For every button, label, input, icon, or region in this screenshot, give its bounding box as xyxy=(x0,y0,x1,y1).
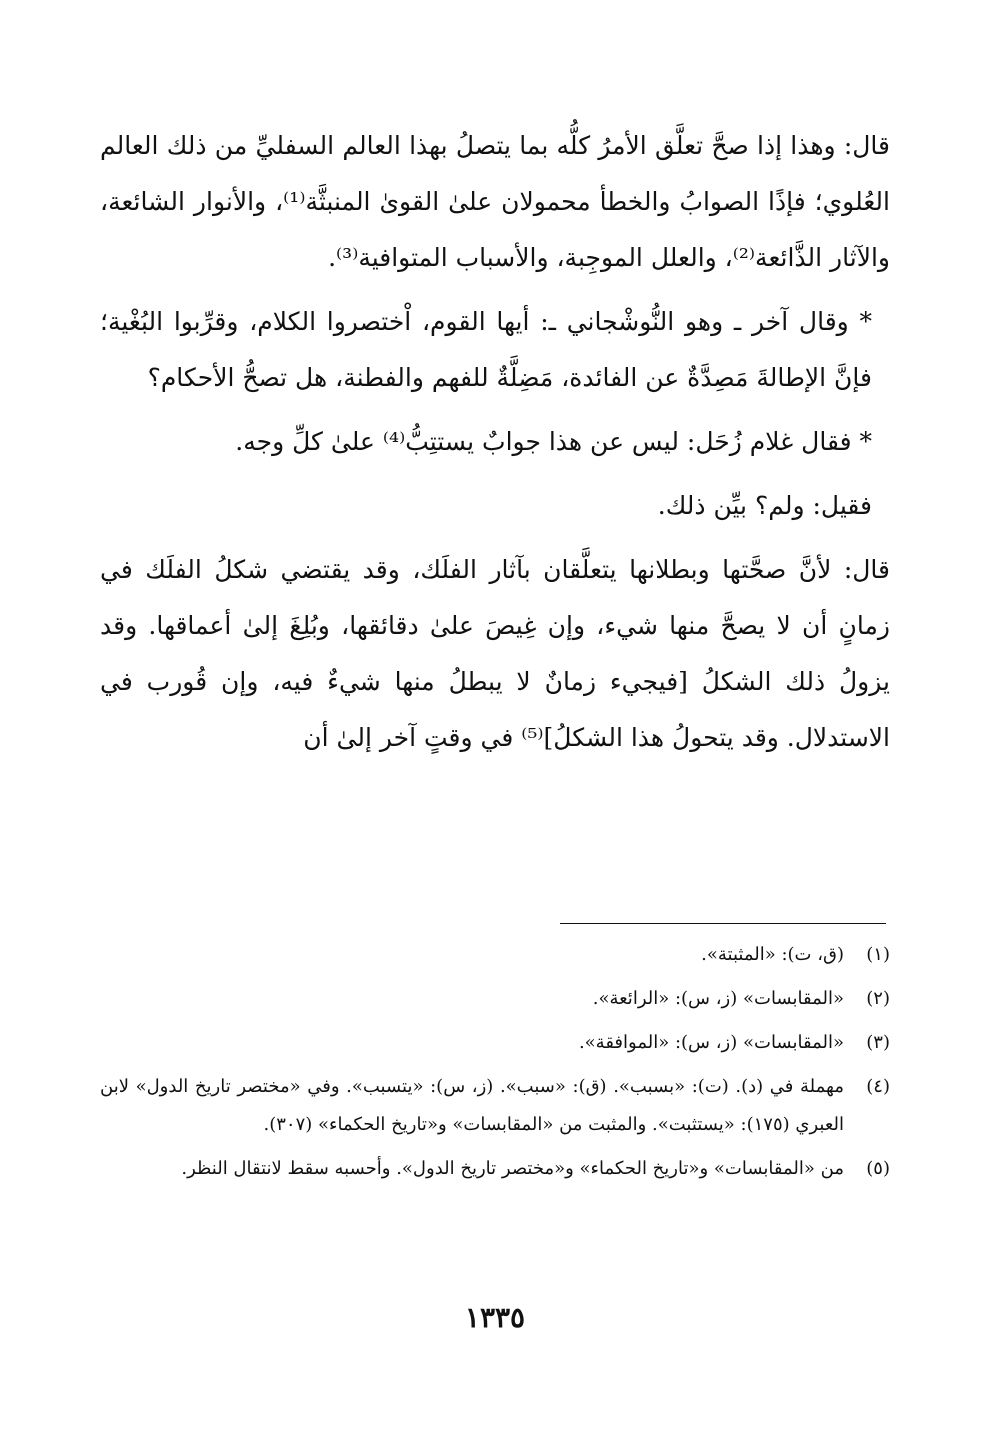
footnote-text: مهملة في (د). (ت): «بسبب». (ق): «سبب». (ز، س): «يتسبب». وفي «مختصر تاريخ الدول» لابن العبري (١٧٥): «يستثبت». والمثبت من «المقابسات» و«تاريخ الحكماء» (٣٠٧). xyxy=(100,1076,844,1135)
footnote-number: (١) xyxy=(866,944,890,965)
paragraph-3: * فقال غلام زُحَل: ليس عن هذا جوابٌ يستتِبُّ⁽⁴⁾ علىٰ كلِّ وجه. xyxy=(235,427,872,456)
footnote-number: (٢) xyxy=(866,988,890,1009)
footnote-number: (٣) xyxy=(866,1032,890,1053)
footnote-4 xyxy=(100,1068,890,1144)
footnote-5 xyxy=(100,1150,890,1188)
main-text xyxy=(100,118,890,774)
footnote-separator xyxy=(560,923,886,924)
footnote-text: «المقابسات» (ز، س): «الرائعة». xyxy=(592,988,844,1009)
footnote-number: (٥) xyxy=(866,1158,890,1179)
paragraph-1: قال: وهذا إذا صحَّ تعلَّق الأمرُ كلُّه بما يتصلُ بهذا العالم السفليِّ من ذلك العالم العُلوي؛ فإذًا الصوابُ والخطأ محمولان علىٰ القوىٰ المنبثَّة⁽¹⁾، والأنوار الشائعة، والآثار الذَّائعة⁽²⁾، والعلل الموجِبة، والأسباب المتوافية⁽³⁾. xyxy=(100,131,890,272)
footnote-text: من «المقابسات» و«تاريخ الحكماء» و«مختصر تاريخ الدول». وأحسبه سقط لانتقال النظر. xyxy=(181,1158,844,1179)
footnote-2 xyxy=(100,980,890,1018)
footnote-3 xyxy=(100,1024,890,1062)
footnote-1 xyxy=(100,936,890,974)
paragraph-5: قال: لأنَّ صحَّتها وبطلانها يتعلَّقان بآثار الفلَك، وقد يقتضي شكلُ الفلَك في زمانٍ أن لا يصحَّ منها شيء، وإن غِيصَ علىٰ دقائقها، وبُلِغَ إلىٰ أعماقها. وقد يزولُ ذلك الشكلُ [فيجيء زمانٌ لا يبطلُ منها شيءٌ فيه، وإن قُورب في الاستدلال. وقد يتحولُ هذا الشكلُ]⁽⁵⁾ في وقتٍ آخر إلىٰ أن xyxy=(100,555,890,752)
paragraph-2: * وقال آخر ـ وهو النُّوشْجاني ـ: أيها القوم، اْختصروا الكلام، وقرِّبوا البُغْية؛ فإنَّ الإطالةَ مَصِدَّةٌ عن الفائدة، مَضِلَّةٌ للفهم والفطنة، هل تصحُّ الأحكام؟ xyxy=(100,307,872,392)
footnotes xyxy=(100,936,890,1194)
footnote-number: (٤) xyxy=(866,1076,890,1097)
page-number: ١٣٣٥ xyxy=(464,1301,526,1334)
footnote-text: «المقابسات» (ز، س): «الموافقة». xyxy=(578,1032,844,1053)
paragraph-4: فقيل: ولم؟ بيِّن ذلك. xyxy=(657,491,872,520)
footnote-text: (ق، ت): «المثبتة». xyxy=(701,944,844,965)
